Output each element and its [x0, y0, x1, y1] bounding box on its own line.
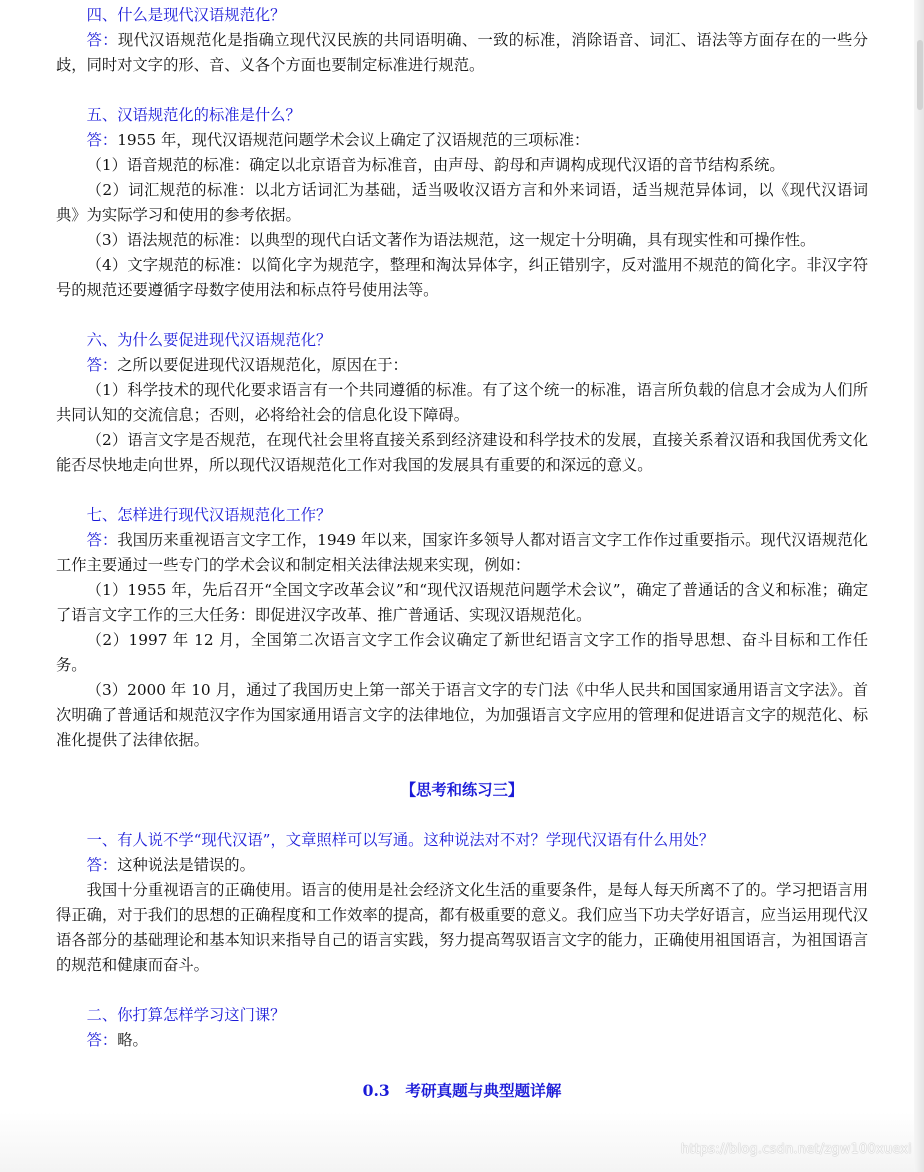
answer-label: 答：: [86, 856, 118, 874]
answer-paragraph: [56, 128, 868, 153]
answer-point: （1）语音规范的标准：确定以北京语音为标准音，由声母、韵母和声调构成现代汉语的音节结构系统。: [86, 156, 785, 174]
question-heading: 五、汉语规范化的标准是什么？: [86, 106, 301, 124]
question-heading: 一、有人说不学“现代汉语”，文章照样可以写通。这种说法对不对？学现代汉语有什么用处？: [86, 831, 715, 849]
watermark: https://blog.csdn.net/zgw100xuexi: [680, 1142, 912, 1157]
answer-text: 1955 年，现代汉语规范问题学术会议上确定了汉语规范的三项标准：: [117, 131, 590, 149]
answer-paragraph: [56, 353, 868, 378]
answer-point: （3）语法规范的标准：以典型的现代白话文著作为语法规范，这一规定十分明确，具有现实性和可操作性。: [86, 231, 816, 249]
answer-point: （2）1997 年 12 月，全国第二次语言文字工作会议确定了新世纪语言文字工作的指导思想、奋斗目标和工作任务。: [56, 631, 868, 674]
answer-text: 这种说法是错误的。: [117, 856, 255, 874]
scrollbar-thumb[interactable]: [917, 40, 923, 110]
section-heading: 0.3 考研真题与典型题详解: [362, 1081, 562, 1100]
answer-paragraph: [56, 1028, 868, 1053]
answer-point: （1）科学技术的现代化要求语言有一个共同遵循的标准。有了这个统一的标准，语言所负载的信息才会成为人们所共同认知的交流信息；否则，必将给社会的信息化设下障碍。: [56, 381, 868, 424]
answer-point: 我国十分重视语言的正确使用。语言的使用是社会经济文化生活的重要条件，是每人每天所离不了的。学习把语言用得正确，对于我们的思想的正确程度和工作效率的提高，都有极重要的意义。我们应当下功夫学好语言，应当运用现代汉语各部分的基础理论和基本知识来指导自己的语言实践，努力提高驾驭语言文字的能力，正确使用祖国语言，为祖国语言的规范和健康而奋斗。: [56, 881, 868, 974]
answer-point: （2）语言文字是否规范，在现代社会里将直接关系到经济建设和科学技术的发展，直接关系着汉语和我国优秀文化能否尽快地走向世界，所以现代汉语规范化工作对我国的发展具有重要的和深远的意义。: [56, 431, 868, 474]
question-heading: 四、什么是现代汉语规范化？: [86, 6, 286, 24]
answer-text: 我国历来重视语言文字工作，1949 年以来，国家许多领导人都对语言文字工作作过重要指示。现代汉语规范化工作主要通过一些专门的学术会议和制定相关法律法规来实现，例如：: [56, 531, 868, 574]
answer-point: （1）1955 年，先后召开“全国文字改革会议”和“现代汉语规范问题学术会议”，确定了普通话的含义和标准；确定了语言文字工作的三大任务：即促进汉字改革、推广普通话、实现汉语规范化。: [56, 581, 868, 624]
question-heading: 二、你打算怎样学习这门课？: [86, 1006, 286, 1024]
exercise-title: 【思考和练习三】: [400, 781, 524, 799]
question-heading: 七、怎样进行现代汉语规范化工作？: [86, 506, 332, 524]
answer-text: 现代汉语规范化是指确立现代汉民族的共同语明确、一致的标准，消除语音、词汇、语法等方面存在的一些分歧，同时对文字的形、音、义各个方面也要制定标准进行规范。: [56, 31, 868, 74]
document-body: [56, 3, 868, 1103]
scrollbar[interactable]: [914, 0, 924, 1172]
answer-label: 答：: [86, 356, 118, 374]
answer-point: （3）2000 年 10 月，通过了我国历史上第一部关于语言文字的专门法《中华人民共和国国家通用语言文字法》。首次明确了普通话和规范汉字作为国家通用语言文字的法律地位，为加强语言文字应用的管理和促进语言文字的规范化、标准化提供了法律依据。: [56, 681, 868, 749]
question-heading: 六、为什么要促进现代汉语规范化？: [86, 331, 332, 349]
answer-point: （4）文字规范的标准：以简化字为规范字，整理和淘汰异体字，纠正错别字，反对滥用不规范的简化字。非汉字符号的规范还要遵循字母数字使用法和标点符号使用法等。: [56, 256, 868, 299]
answer-text: 之所以要促进现代汉语规范化，原因在于：: [117, 356, 408, 374]
answer-text: 略。: [117, 1031, 148, 1049]
answer-label: 答：: [86, 1031, 118, 1049]
answer-paragraph: [56, 853, 868, 878]
answer-point: （2）词汇规范的标准：以北方话词汇为基础，适当吸收汉语方言和外来词语，适当规范异体词，以《现代汉语词典》为实际学习和使用的参考依据。: [56, 181, 868, 224]
answer-paragraph: [56, 28, 868, 78]
answer-paragraph: [56, 528, 868, 578]
answer-label: 答：: [86, 131, 118, 149]
answer-label: 答：: [86, 531, 118, 549]
answer-label: 答：: [86, 31, 118, 49]
